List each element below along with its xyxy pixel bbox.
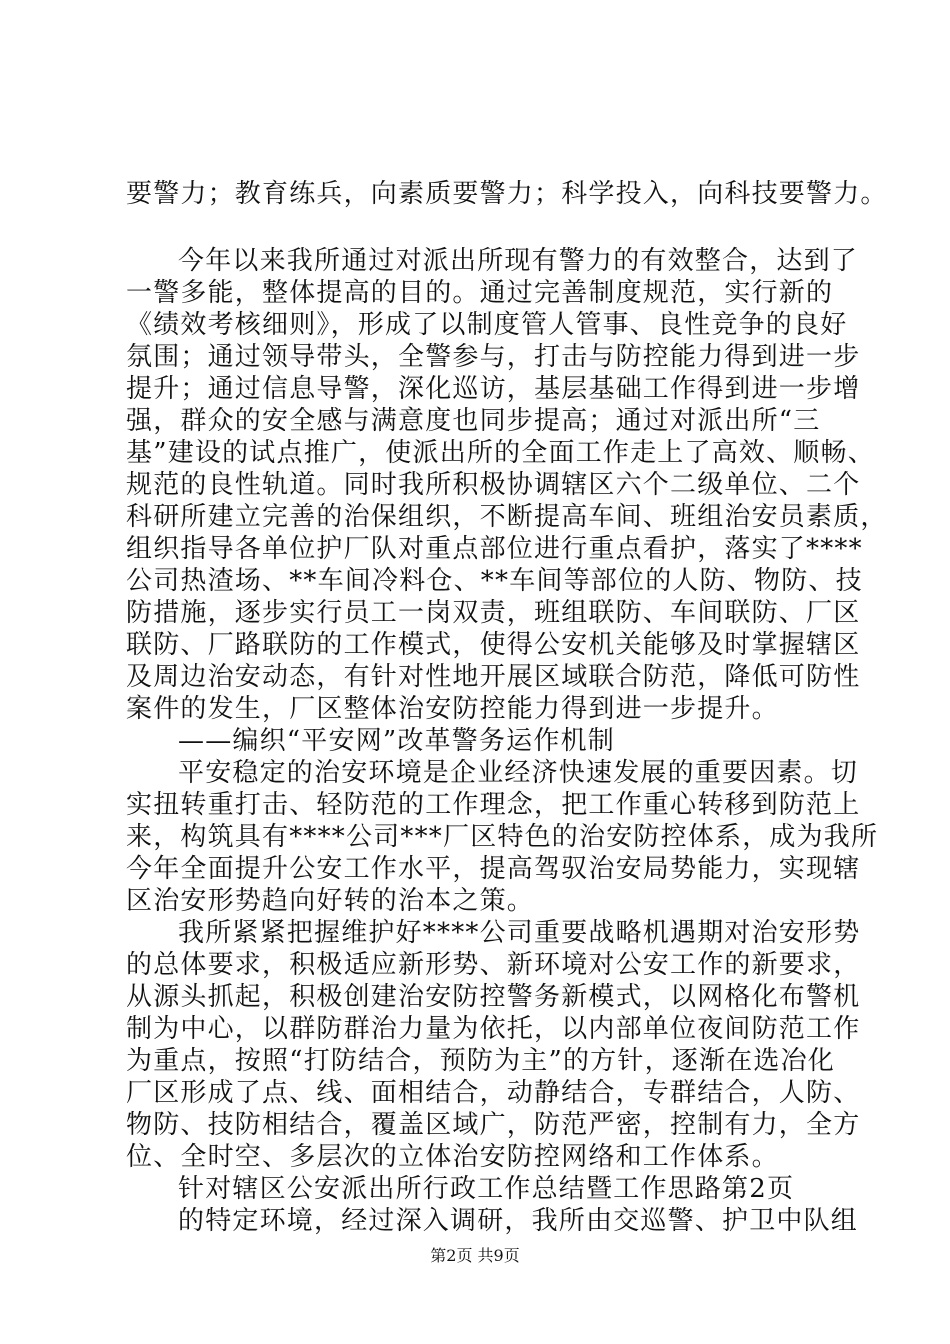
text-line: 区治安形势趋向好转的治本之策。 <box>126 886 535 916</box>
text-line: 一警多能，整体提高的目的。通过完善制度规范，实行新的 <box>126 278 834 308</box>
text-line: 为重点，按照“打防结合，预防为主”的方针，逐渐在选冶化 <box>126 1046 835 1076</box>
text-line: 提升；通过信息导警，深化巡访，基层基础工作得到进一步增 <box>126 374 861 404</box>
text-line: 规范的良性轨道。同时我所积极协调辖区六个二级单位、二个 <box>126 470 861 500</box>
text-line: 基”建设的试点推广，使派出所的全面工作走上了高效、顺畅、 <box>126 438 875 468</box>
text-line: 组织指导各单位护厂队对重点部位进行重点看护，落实了**** <box>126 534 863 564</box>
text-line: 物防、技防相结合，覆盖区域广，防范严密，控制有力，全方 <box>126 1110 861 1140</box>
text-line: 我所紧紧把握维护好****公司重要战略机遇期对治安形势 <box>178 918 861 948</box>
text-line: 要警力；教育练兵，向素质要警力；科学投入，向科技要警力。 <box>126 179 888 209</box>
page-number-footer: 第2页 共9页 <box>430 1246 520 1265</box>
text-line: 厂区形成了点、线、面相结合，动静结合，专群结合，人防、 <box>126 1078 861 1108</box>
text-line: 今年以来我所通过对派出所现有警力的有效整合，达到了 <box>178 246 859 276</box>
text-line: 《绩效考核细则》，形成了以制度管人管事、良性竞争的良好 <box>126 310 848 340</box>
text-line: 氛围；通过领导带头，全警参与，打击与防控能力得到进一步 <box>126 342 861 372</box>
text-line: 联防、厂路联防的工作模式，使得公安机关能够及时掌握辖区 <box>126 630 861 660</box>
text-line: 的特定环境，经过深入调研，我所由交巡警、护卫中队组 <box>178 1206 859 1236</box>
text-line: 从源头抓起，积极创建治安防控警务新模式，以网格化布警机 <box>126 982 861 1012</box>
section-heading: ——编织“平安网”改革警务运作机制 <box>178 726 615 756</box>
text-line: 公司热渣场、**车间冷料仓、**车间等部位的人防、物防、技 <box>126 566 863 596</box>
text-line: 今年全面提升公安工作水平，提高驾驭治安局势能力，实现辖 <box>126 854 861 884</box>
text-line: 制为中心，以群防群治力量为依托，以内部单位夜间防范工作 <box>126 1014 861 1044</box>
text-line: 的总体要求，积极适应新形势、新环境对公安工作的新要求， <box>126 950 861 980</box>
text-line: 案件的发生，厂区整体治安防控能力得到进一步提升。 <box>126 694 779 724</box>
text-line: 平安稳定的治安环境是企业经济快速发展的重要因素。切 <box>178 758 859 788</box>
text-line: 来，构筑具有****公司***厂区特色的治安防控体系，成为我所 <box>126 822 879 852</box>
text-line: 强，群众的安全感与满意度也同步提高；通过对派出所“三 <box>126 406 821 436</box>
text-line: 位、全时空、多层次的立体治安防控网络和工作体系。 <box>126 1142 779 1172</box>
text-line: 防措施，逐步实行员工一岗双责，班组联防、车间联防、厂区 <box>126 598 861 628</box>
page-marker-line: 针对辖区公安派出所行政工作总结暨工作思路第2页 <box>178 1174 795 1204</box>
text-line: 及周边治安动态，有针对性地开展区域联合防范，降低可防性 <box>126 662 861 692</box>
text-line: 实扭转重打击、轻防范的工作理念，把工作重心转移到防范上 <box>126 790 861 820</box>
text-line: 科研所建立完善的治保组织，不断提高车间、班组治安员素质， <box>126 502 888 532</box>
